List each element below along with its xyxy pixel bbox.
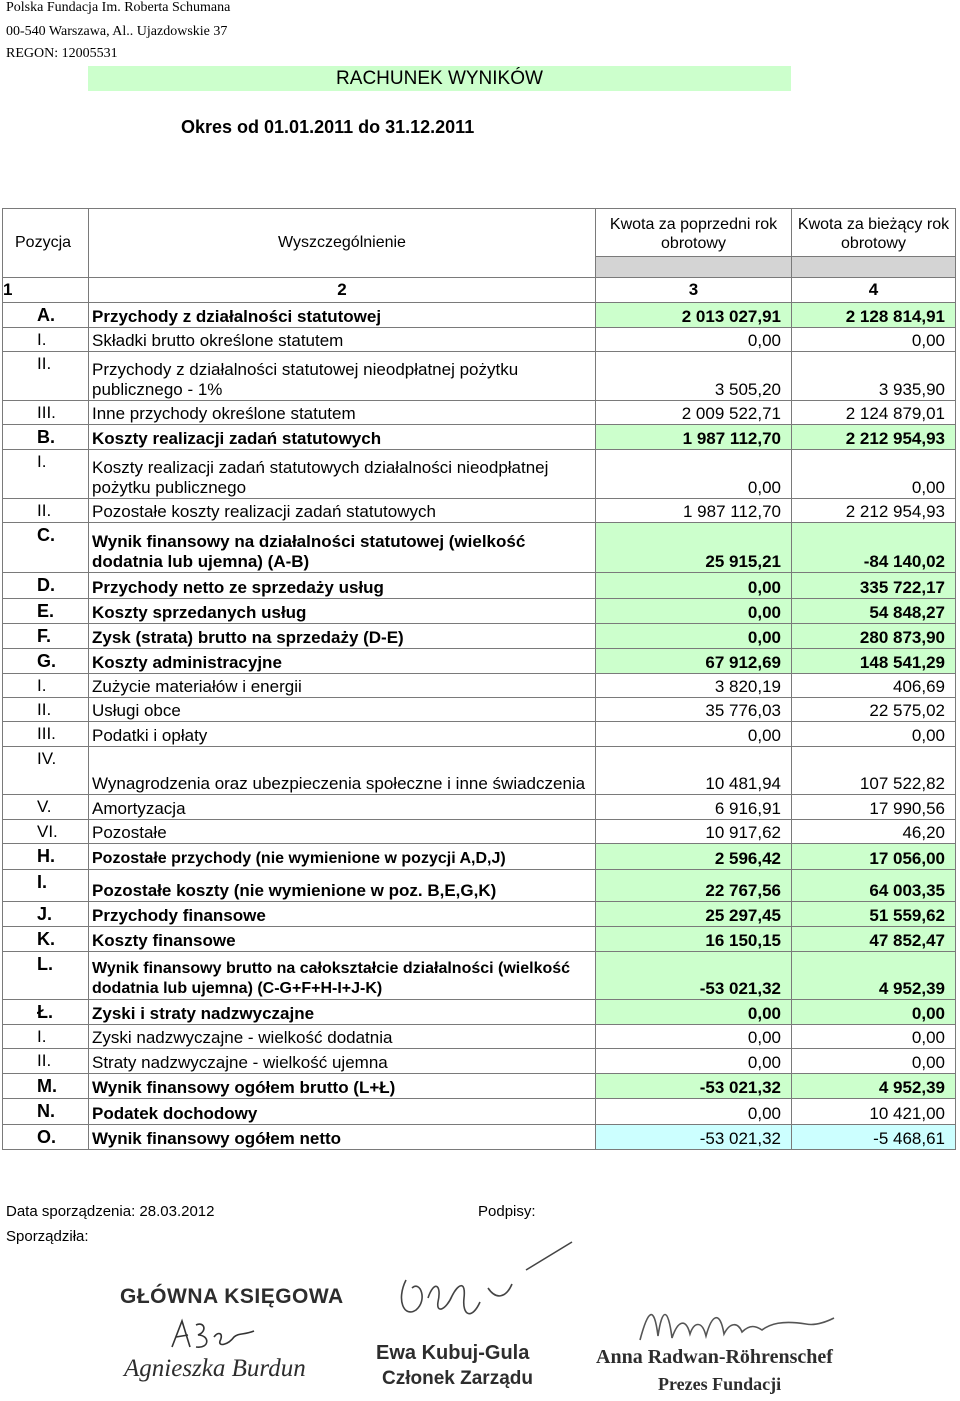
- row-prev-amount: 3 820,19: [596, 674, 792, 698]
- column-number-4: 4: [792, 278, 956, 303]
- organization-address: 00-540 Warszawa, Al.. Ujazdowskie 37: [6, 24, 228, 39]
- row-description: Koszty finansowe: [89, 927, 596, 952]
- row-curr-amount: 46,20: [792, 820, 956, 844]
- table-row: [3, 795, 956, 820]
- row-curr-amount: 54 848,27: [792, 599, 956, 624]
- table-row: [3, 1025, 956, 1049]
- column-header-curr-year: Kwota za bieżący rok obrotowy: [792, 209, 956, 257]
- column-header-position: Pozycja: [3, 209, 89, 278]
- report-title: RACHUNEK WYNIKÓW: [88, 66, 791, 91]
- row-description: Zyski nadzwyczajne - wielkość dodatnia: [89, 1025, 596, 1049]
- row-prev-amount: -53 021,32: [596, 1074, 792, 1099]
- board-member-signature-icon: [376, 1240, 576, 1340]
- row-description: Inne przychody określone statutem: [89, 401, 596, 425]
- row-prev-amount: 67 912,69: [596, 649, 792, 674]
- table-row: [3, 303, 956, 328]
- table-row: [3, 674, 956, 698]
- board-member-title: Członek Zarządu: [382, 1368, 533, 1389]
- table-row: [3, 649, 956, 674]
- row-position: III.: [3, 401, 89, 425]
- column-header-description: Wyszczególnienie: [89, 209, 596, 278]
- row-prev-amount: 0,00: [596, 722, 792, 747]
- table-row: [3, 1000, 956, 1025]
- row-prev-amount: 2 009 522,71: [596, 401, 792, 425]
- row-curr-amount: 0,00: [792, 450, 956, 499]
- table-row: [3, 523, 956, 573]
- row-prev-amount: 25 297,45: [596, 902, 792, 927]
- row-curr-amount: 107 522,82: [792, 747, 956, 795]
- row-prev-amount: 16 150,15: [596, 927, 792, 952]
- table-row: [3, 844, 956, 870]
- row-description: Wynik finansowy ogółem brutto (L+Ł): [89, 1074, 596, 1099]
- row-description: Podatek dochodowy: [89, 1099, 596, 1125]
- table-row: [3, 722, 956, 747]
- row-position: I.: [3, 450, 89, 499]
- row-prev-amount: 0,00: [596, 624, 792, 649]
- table-row: [3, 927, 956, 952]
- row-curr-amount: 0,00: [792, 1000, 956, 1025]
- table-row: [3, 952, 956, 1000]
- table-row: [3, 1049, 956, 1074]
- row-curr-amount: 10 421,00: [792, 1099, 956, 1125]
- table-row: [3, 573, 956, 599]
- row-curr-amount: 335 722,17: [792, 573, 956, 599]
- president-name: Anna Radwan-Röhrenschef: [596, 1346, 833, 1368]
- table-row: [3, 499, 956, 523]
- row-curr-amount: 51 559,62: [792, 902, 956, 927]
- row-position: G.: [3, 649, 89, 674]
- board-member-name: Ewa Kubuj-Gula: [376, 1342, 530, 1364]
- row-position: D.: [3, 573, 89, 599]
- table-row: [3, 624, 956, 649]
- row-position: I.: [3, 870, 89, 902]
- row-description: Koszty realizacji zadań statutowych działalności nieodpłatnej pożytku publicznego: [89, 450, 596, 499]
- row-prev-amount: 0,00: [596, 1025, 792, 1049]
- table-row: [3, 698, 956, 722]
- row-description: Usługi obce: [89, 698, 596, 722]
- row-description: Wynik finansowy ogółem netto: [89, 1125, 596, 1150]
- table-row: [3, 820, 956, 844]
- row-prev-amount: 0,00: [596, 1000, 792, 1025]
- row-position: E.: [3, 599, 89, 624]
- board-member-stamp: [376, 1240, 576, 1395]
- row-prev-amount: 6 916,91: [596, 795, 792, 820]
- row-prev-amount: 35 776,03: [596, 698, 792, 722]
- row-description: Wynik finansowy na działalności statutowej (wielkość dodatnia lub ujemna) (A-B): [89, 523, 596, 573]
- table-row: [3, 328, 956, 352]
- header-band-prev: [596, 257, 792, 278]
- row-position: O.: [3, 1125, 89, 1150]
- president-title: Prezes Fundacji: [658, 1374, 782, 1394]
- row-position: B.: [3, 425, 89, 450]
- row-curr-amount: 2 128 814,91: [792, 303, 956, 328]
- row-prev-amount: 2 013 027,91: [596, 303, 792, 328]
- table-row: [3, 599, 956, 624]
- row-description: Straty nadzwyczajne - wielkość ujemna: [89, 1049, 596, 1074]
- row-description: Pozostałe: [89, 820, 596, 844]
- row-description: Pozostałe koszty (nie wymienione w poz. B,E,G,K): [89, 870, 596, 902]
- row-curr-amount: 0,00: [792, 1025, 956, 1049]
- row-position: I.: [3, 328, 89, 352]
- row-description: Pozostałe koszty realizacji zadań statutowych: [89, 499, 596, 523]
- row-description: Wynik finansowy brutto na całokształcie działalności (wielkość dodatnia lub ujemna) (C-G+F+H-I+J-K): [89, 952, 596, 1000]
- row-position: III.: [3, 722, 89, 747]
- row-position: II.: [3, 352, 89, 401]
- row-position: A.: [3, 303, 89, 328]
- row-position: J.: [3, 902, 89, 927]
- row-description: Przychody finansowe: [89, 902, 596, 927]
- organization-name: Polska Fundacja Im. Roberta Schumana: [6, 0, 231, 15]
- table-row: [3, 450, 956, 499]
- row-position: II.: [3, 1049, 89, 1074]
- column-number-2: 2: [89, 278, 596, 303]
- accountant-signature-icon: [168, 1317, 258, 1355]
- row-position: V.: [3, 795, 89, 820]
- table-row: [3, 1074, 956, 1099]
- row-position: IV.: [3, 747, 89, 795]
- row-curr-amount: 64 003,35: [792, 870, 956, 902]
- row-position: I.: [3, 674, 89, 698]
- row-position: K.: [3, 927, 89, 952]
- row-position: II.: [3, 698, 89, 722]
- table-row: [3, 870, 956, 902]
- row-description: Koszty sprzedanych usług: [89, 599, 596, 624]
- row-position: F.: [3, 624, 89, 649]
- row-description: Koszty administracyjne: [89, 649, 596, 674]
- accountant-name: Agnieszka Burdun: [124, 1355, 306, 1382]
- signatures-label: Podpisy:: [478, 1203, 536, 1220]
- row-curr-amount: 2 124 879,01: [792, 401, 956, 425]
- column-header-row: [3, 209, 956, 257]
- row-curr-amount: 2 212 954,93: [792, 425, 956, 450]
- row-position: II.: [3, 499, 89, 523]
- row-prev-amount: 0,00: [596, 573, 792, 599]
- table-row: [3, 747, 956, 795]
- row-curr-amount: 148 541,29: [792, 649, 956, 674]
- row-curr-amount: 0,00: [792, 328, 956, 352]
- row-curr-amount: 0,00: [792, 722, 956, 747]
- row-curr-amount: 2 212 954,93: [792, 499, 956, 523]
- row-prev-amount: 0,00: [596, 1049, 792, 1074]
- row-prev-amount: 0,00: [596, 599, 792, 624]
- row-description: Podatki i opłaty: [89, 722, 596, 747]
- row-curr-amount: 0,00: [792, 1049, 956, 1074]
- row-prev-amount: -53 021,32: [596, 952, 792, 1000]
- organization-regon: REGON: 12005531: [6, 46, 118, 61]
- header-band-curr: [792, 257, 956, 278]
- table-row: [3, 1099, 956, 1125]
- row-position: I.: [3, 1025, 89, 1049]
- row-curr-amount: -84 140,02: [792, 523, 956, 573]
- row-description: Przychody z działalności statutowej: [89, 303, 596, 328]
- table-row: [3, 401, 956, 425]
- row-description: Amortyzacja: [89, 795, 596, 820]
- row-curr-amount: 17 990,56: [792, 795, 956, 820]
- row-description: Składki brutto określone statutem: [89, 328, 596, 352]
- table-row: [3, 352, 956, 401]
- row-curr-amount: 17 056,00: [792, 844, 956, 870]
- row-description: Wynagrodzenia oraz ubezpieczenia społeczne i inne świadczenia: [89, 747, 596, 795]
- row-prev-amount: 1 987 112,70: [596, 499, 792, 523]
- row-curr-amount: 47 852,47: [792, 927, 956, 952]
- row-prev-amount: 2 596,42: [596, 844, 792, 870]
- preparation-date: Data sporządzenia: 28.03.2012: [6, 1203, 215, 1220]
- president-stamp: [596, 1300, 876, 1398]
- column-number-1: 1: [3, 278, 89, 303]
- accountant-stamp: [120, 1285, 380, 1395]
- row-prev-amount: -53 021,32: [596, 1125, 792, 1150]
- row-curr-amount: 22 575,02: [792, 698, 956, 722]
- accountant-title: GŁÓWNA KSIĘGOWA: [120, 1285, 344, 1308]
- row-curr-amount: 4 952,39: [792, 1074, 956, 1099]
- row-curr-amount: 4 952,39: [792, 952, 956, 1000]
- row-description: Przychody netto ze sprzedaży usług: [89, 573, 596, 599]
- prepared-by-label: Sporządziła:: [6, 1228, 89, 1245]
- row-curr-amount: 3 935,90: [792, 352, 956, 401]
- row-position: Ł.: [3, 1000, 89, 1025]
- row-position: H.: [3, 844, 89, 870]
- table-row: [3, 425, 956, 450]
- row-description: Pozostałe przychody (nie wymienione w pozycji A,D,J): [89, 844, 596, 870]
- row-description: Zysk (strata) brutto na sprzedaży (D-E): [89, 624, 596, 649]
- table-row: [3, 1125, 956, 1150]
- row-prev-amount: 22 767,56: [596, 870, 792, 902]
- row-prev-amount: 0,00: [596, 328, 792, 352]
- row-prev-amount: 10 481,94: [596, 747, 792, 795]
- row-prev-amount: 25 915,21: [596, 523, 792, 573]
- row-prev-amount: 0,00: [596, 450, 792, 499]
- row-description: Przychody z działalności statutowej nieodpłatnej pożytku publicznego - 1%: [89, 352, 596, 401]
- row-description: Zużycie materiałów i energii: [89, 674, 596, 698]
- row-description: Zyski i straty nadzwyczajne: [89, 1000, 596, 1025]
- row-prev-amount: 1 987 112,70: [596, 425, 792, 450]
- row-position: VI.: [3, 820, 89, 844]
- column-number-3: 3: [596, 278, 792, 303]
- table-row: [3, 902, 956, 927]
- row-prev-amount: 10 917,62: [596, 820, 792, 844]
- row-prev-amount: 3 505,20: [596, 352, 792, 401]
- column-header-prev-year: Kwota za poprzedni rok obrotowy: [596, 209, 792, 257]
- column-number-row: [3, 278, 956, 303]
- row-curr-amount: 406,69: [792, 674, 956, 698]
- row-position: C.: [3, 523, 89, 573]
- row-curr-amount: 280 873,90: [792, 624, 956, 649]
- row-prev-amount: 0,00: [596, 1099, 792, 1125]
- income-statement-table: [2, 208, 956, 1150]
- row-position: L.: [3, 952, 89, 1000]
- row-description: Koszty realizacji zadań statutowych: [89, 425, 596, 450]
- report-period: Okres od 01.01.2011 do 31.12.2011: [181, 117, 475, 137]
- row-position: N.: [3, 1099, 89, 1125]
- row-position: M.: [3, 1074, 89, 1099]
- president-signature-icon: [636, 1300, 836, 1346]
- row-curr-amount: -5 468,61: [792, 1125, 956, 1150]
